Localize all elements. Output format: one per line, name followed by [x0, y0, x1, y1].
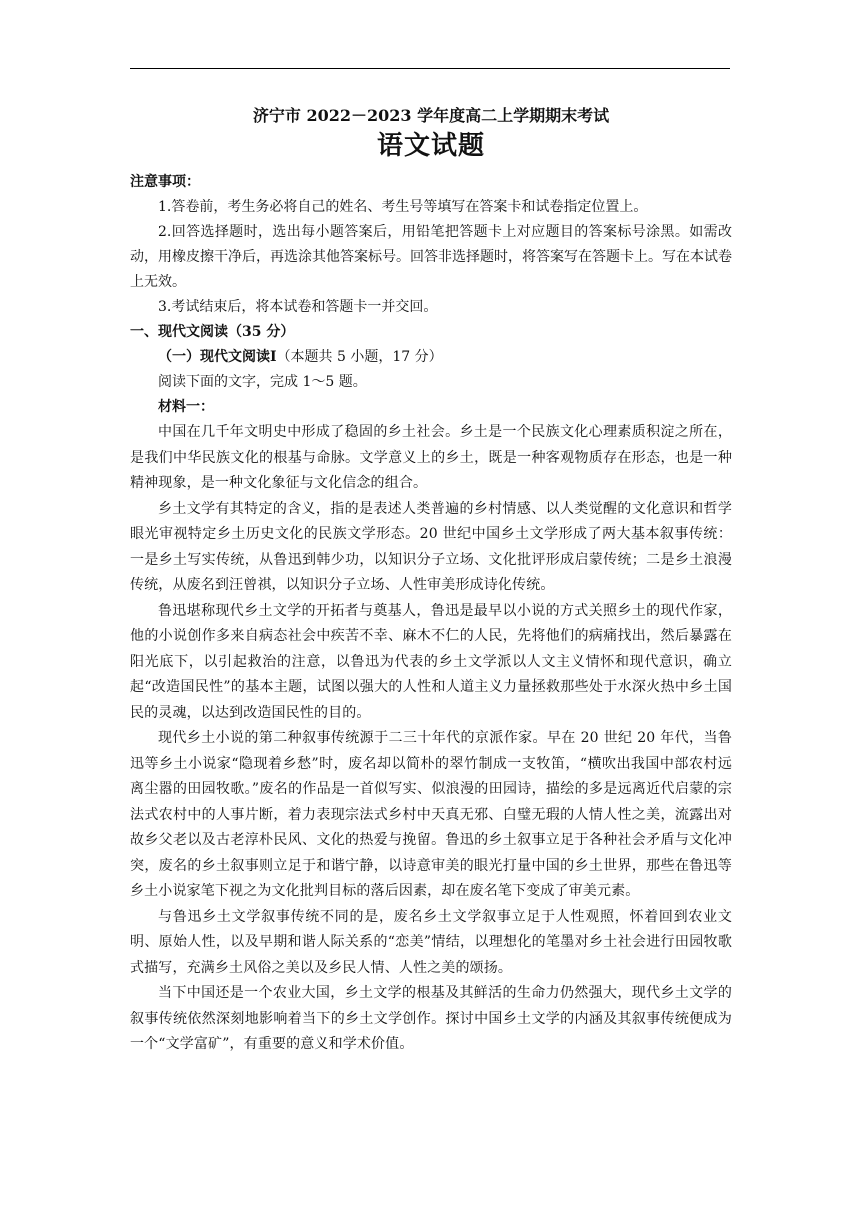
notice-item-2: 2.回答选择题时，选出每小题答案后，用铅笔把答题卡上对应题目的答案标号涂黑。如需改动，用橡皮擦干净后，再选涂其他答案标号。回答非选择题时，将答案写在答题卡上。写在本试卷上无效。 [130, 224, 732, 290]
exam-title: 济宁市 2022－2023 学年度高二上学期期末考试 [252, 106, 610, 125]
material-paragraph: 现代乡土小说的第二种叙事传统源于二三十年代的京派作家。早在 20 世纪 20 年代，当鲁迅等乡土小说家“隐现着乡愁”时，废名却以简朴的翠竹制成一支牧笛，“横吹出我国中部农村远离尘嚣的田园牧歌。”废名的作品是一首似写实、似浪漫的田园诗，描绘的多是远离近代启蒙的宗法式农村中的人事片断，着力表现宗法式乡村中天真无邪、白璧无瑕的人情人性之美，流露出对故乡父老以及古老淳朴民风、文化的热爱与挽留。鲁迅的乡土叙事立足于各种社会矛盾与文化冲突，废名的乡土叙事则立足于和谐宁静，以诗意审美的眼光打量中国的乡土世界，那些在鲁迅等乡土小说家笔下视之为文化批判目标的落后因素，却在废名笔下变成了审美元素。 [130, 730, 732, 899]
material-label: 材料一： [158, 399, 214, 415]
sub-section-heading [130, 345, 732, 370]
material-paragraph: 乡土文学有其特定的含义，指的是表述人类普遍的乡村情感、以人类觉醒的文化意识和哲学眼光审视特定乡土历史文化的民族文学形态。20 世纪中国乡土文学形成了两大基本叙事传统：一是乡土写实传统，从鲁迅到韩少功，以知识分子立场、文化批评形成启蒙传统；二是乡土浪漫传统，从废名到汪曾祺，以知识分子立场、人性审美形成诗化传统。 [130, 500, 732, 593]
sub-section-score: （本题共 5 小题，17 分） [276, 349, 443, 365]
notice-item-1: 1.答卷前，考生务必将自己的姓名、考生号等填写在答案卡和试卷指定位置上。 [158, 199, 648, 215]
material-paragraph: 中国在几千年文明史中形成了稳固的乡土社会。乡土是一个民族文化心理素质积淀之所在，是我们中华民族文化的根基与命脉。文学意义上的乡土，既是一种客观物质存在形态，也是一种精神现象，是一种文化象征与文化信念的组合。 [130, 424, 732, 491]
material-paragraph: 当下中国还是一个农业大国，乡土文学的根基及其鲜活的生命力仍然强大，现代乡土文学的叙事传统依然深刻地影响着当下的乡土文学创作。探讨中国乡土文学的内涵及其叙事传统便成为一个“文学富矿”，有重要的意义和学术价值。 [130, 985, 732, 1052]
material-paragraph: 鲁迅堪称现代乡土文学的开拓者与奠基人，鲁迅是最早以小说的方式关照乡土的现代作家，他的小说创作多来自病态社会中疾苦不幸、麻木不仁的人民，先将他们的病痛找出，然后暴露在阳光底下，以引起救治的注意，以鲁迅为代表的乡土文学派以人文主义情怀和现代意识，确立起“改造国民性”的基本主题，试图以强大的人性和人道主义力量拯救那些处于水深火热中乡土国民的灵魂，以达到改造国民性的目的。 [130, 602, 732, 721]
material-paragraph: 与鲁迅乡土文学叙事传统不同的是，废名乡土文学叙事立足于人性观照，怀着回到农业文明、原始人性，以及早期和谐人际关系的“恋美”情结，以理想化的笔墨对乡土社会进行田园牧歌式描写，充满乡土风俗之美以及乡民人情、人性之美的颂扬。 [130, 908, 732, 976]
section-heading: 一、现代文阅读（35 分） [130, 324, 295, 340]
notice-heading: 注意事项： [130, 174, 200, 190]
reading-instruction: 阅读下面的文字，完成 1～5 题。 [158, 374, 367, 390]
exam-page [130, 104, 732, 1058]
sub-section-title: （一）现代文阅读Ⅰ [158, 349, 277, 365]
top-rule [130, 68, 730, 69]
notice-item-3: 3.考试结束后，将本试卷和答题卡一并交回。 [158, 299, 438, 315]
subject-title: 语文试题 [376, 131, 485, 161]
